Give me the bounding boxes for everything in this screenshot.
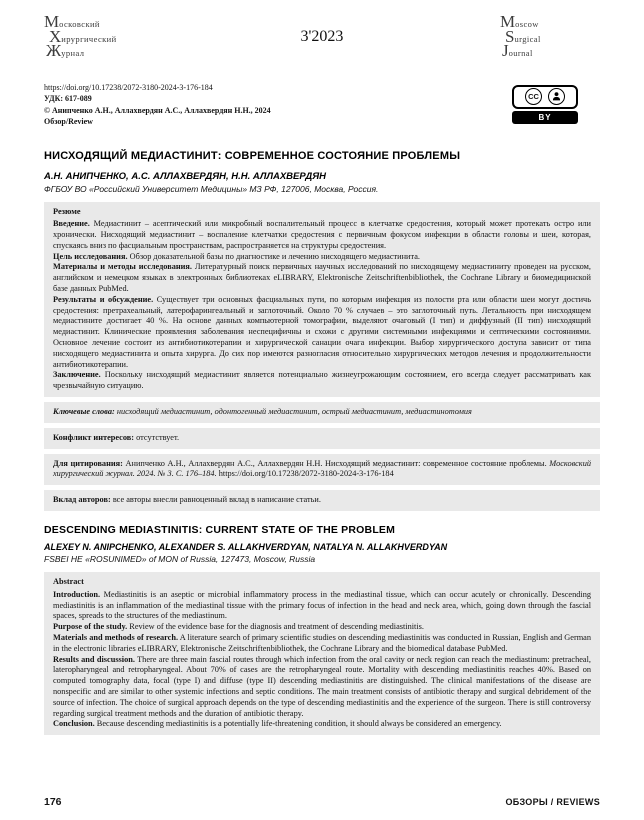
article-title-ru: НИСХОДЯЩИЙ МЕДИАСТИНИТ: СОВРЕМЕННОЕ СОСТОЯНИЕ ПРОБЛЕМЫ <box>44 149 461 162</box>
citation-text: Анипченко А.Н., Аллахвердян А.С., Аллахвердян Н.Н. Нисходящий медиастинит: современное состояние проблемы. <box>125 458 547 468</box>
logo-text: ournal <box>508 48 533 58</box>
article-title-en: DESCENDING MEDIASTINITIS: CURRENT STATE OF THE PROBLEM <box>44 524 396 537</box>
logo-initial: Х <box>49 26 62 46</box>
article-type-label: Обзор/Review <box>44 117 93 126</box>
conflict-text: отсутствует. <box>136 432 180 442</box>
abstract-heading-en: Abstract <box>53 577 84 587</box>
paragraph-lead: Materials and methods of research. <box>53 633 179 643</box>
paragraph-lead: Введение. <box>53 219 90 229</box>
affiliation-en: FSBEI HE «ROSUNIMED» of MON of Russia, 127473, Moscow, Russia <box>44 554 316 565</box>
keywords-ru <box>44 402 600 423</box>
abstract-paragraph: Purpose of the study. Review of the evidence base for the diagnosis and treatment of descending mediastinitis. <box>53 622 424 632</box>
cc-by-plate <box>512 111 578 124</box>
cc-icon: CC <box>525 88 542 105</box>
abstract-paragraph: Conclusion. Because descending mediastinitis is a potentially life-threatening condition, it should always be considered an emergency. <box>53 719 502 729</box>
paragraph-lead: Материалы и методы исследования. <box>53 262 192 272</box>
abstract-en <box>44 572 600 735</box>
conflict-of-interest <box>44 428 600 449</box>
paragraph-lead: Цель исследования. <box>53 251 128 261</box>
authors-ru: А.Н. АНИПЧЕНКО, А.С. АЛЛАХВЕРДЯН, Н.Н. АЛЛАХВЕРДЯН <box>44 170 326 182</box>
logo-initial: Ж <box>46 41 62 60</box>
abstract-paragraph: Цель исследования. Обзор доказательной базы по диагностике и лечению нисходящего медиастинита. <box>53 251 420 261</box>
abstract-paragraphs-en <box>53 590 591 730</box>
logo-text: ирургический <box>61 33 117 44</box>
udk-number: УДК: 617-089 <box>44 94 92 103</box>
logo-ru-line2 <box>49 26 214 46</box>
affiliation-ru: ФГБОУ ВО «Российский Университет Медицины» МЗ РФ, 127006, Москва, Россия. <box>44 183 379 194</box>
abstract-ru <box>44 202 600 398</box>
paragraph-lead: Introduction. <box>53 589 101 599</box>
logo-text: oscow <box>515 19 539 29</box>
paragraph-lead: Purpose of the study. <box>53 622 128 632</box>
author-contribution <box>44 490 600 511</box>
meta-block <box>44 82 512 128</box>
cc-by-label: BY <box>538 112 552 122</box>
logo-text: urgical <box>514 33 541 44</box>
citation-journal: Московский хирургический журнал. 2024. № 3. С. 176–184. <box>53 458 591 479</box>
cc-logo <box>512 85 578 109</box>
abstract-paragraphs-ru <box>53 219 591 392</box>
paragraph-lead: Conclusion. <box>53 719 95 729</box>
citation-doi-link[interactable]: https://doi.org/10.17238/2072-3180-2024-3-176-184 <box>218 469 394 479</box>
authors-en: ALEXEY N. ANIPCHENKO, ALEXANDER S. ALLAKHVERDYAN, NATALYA N. ALLAKHVERDYAN <box>44 542 448 553</box>
keywords-text: нисходящий медиастинит, одонтогенный медиастинит, острый медиастинит, медиастинотомия <box>116 407 472 417</box>
keywords-label: Ключевые слова: <box>53 407 115 417</box>
page-footer <box>44 796 600 808</box>
masthead <box>44 12 600 60</box>
contribution-text: все авторы внесли равноценный вклад в написание статьи. <box>112 495 321 505</box>
abstract-paragraph: Введение. Медиастинит – асептический или микробный воспалительный процесс в клетчатке средостения, который может протекать остро или хронически. Нисходящий медиастинит – воспаление клетчатки средостения с первичным фокусом инфекции в области головы и шеи, которая, спускаясь вниз по фасциальным пространствам, распространяется на структуры средостения. <box>53 219 591 250</box>
abstract-paragraph: Результаты и обсуждение. Существует три основных фасциальных пути, по которым инфекция из полости рта или области шеи могут достичь средостения: претрахеальный, латерофарингеальный и заглоточный. Около 70 % случаев – это заглоточный путь. Летальность при нисходящем медиастините достигает 40 %. На основе данных компьютерной томографии, выделяют очаговый (I тип) и диффузный (II тип) нисходящий медиастинит. Клинические проявления заболевания неспецифичны и схожи с другими системными инфекциями и септическими состояниями. Основное лечение состоит из антибиотикотерапии и хирургической санации очага инфекции. Выбор хирургического доступа зависит от типа нисходящего медиастинита и опыта хирурга. До сих пор имеются разногласия относительно хирургических методов лечения и продолжительности антибиотикотерапии. <box>53 294 591 369</box>
journal-logo-en <box>430 12 600 60</box>
logo-text: осковский <box>59 19 100 29</box>
abstract-paragraph: Материалы и методы исследования. Литературный поиск первичных научных исследований по нисходящему медиастиниту проведен на русском, английском и немецком языках в электронных библиотеках eLIBRARY, Elektronische Zeitschriftenbibliothek, the Cochrane Library и биомедицинской базе данных PubMed. <box>53 262 591 294</box>
contribution-label: Вклад авторов: <box>53 495 111 505</box>
citation-block <box>44 454 600 486</box>
cc-license-badge <box>512 85 578 124</box>
citation-label: Для цитирования: <box>53 458 123 468</box>
paragraph-lead: Результаты и обсуждение. <box>53 294 154 304</box>
abstract-paragraph: Materials and methods of research. A literature search of primary scientific studies on descending mediastinitis was conducted in Russian, English and German in the electronic libraries eLIBRARY, Elektronische Zeitschriftenbibliothek, the Cochrane Library and the biomedical database PubMed. <box>53 633 592 653</box>
logo-initial: М <box>44 12 60 31</box>
footer-section-label: ОБЗОРЫ / REVIEWS <box>505 797 600 807</box>
logo-en-line2 <box>505 26 600 46</box>
issue-number: 3'2023 <box>300 28 344 45</box>
logo-ru-line3 <box>46 41 214 60</box>
person-icon <box>548 88 565 105</box>
doi-link[interactable]: https://doi.org/10.17238/2072-3180-2024-3-176-184 <box>44 82 213 92</box>
abstract-paragraph: Results and discussion. There are three main fascial routes through which infection from the oral cavity or neck region can reach the mediastinum: pretracheal, lateropharyngeal and retropharyngeal. About 70% of cases are the retropharyngeal route. Mortality with descending mediastinitis reaches 40%. Based on computed tomography data, focal (type I) and diffuse (type II) descending mediastinitis are distinguished. The clinical manifestations of the disease are nonspecific and are similar to other systemic infections and septic conditions. The main treatment consists of antibiotic therapy and surgical debridement of the source of infection. The choice of surgical approach depends on the type of descending mediastinitis and the experience of the surgeon. There is still controversy regarding surgical treatment methods and the duration of antibiotic therapy. <box>53 654 591 718</box>
logo-initial: S <box>505 26 515 46</box>
logo-text: урнал <box>61 48 85 58</box>
logo-en-line3 <box>502 41 600 60</box>
logo-initial: M <box>500 12 516 31</box>
conflict-label: Конфликт интересов: <box>53 432 135 442</box>
logo-en-line1 <box>500 12 600 31</box>
abstract-heading-ru: Резюме <box>53 206 81 216</box>
abstract-paragraph: Introduction. Mediastinitis is an aseptic or microbial inflammatory process in the mediastinal tissue, which can occur acutely or chronically. Descending mediastinitis is an inflammation of the mediastinal tissue with the primary focus of infection in the head and neck area, which, going down through the fascial spaces, spreads to the structures of the mediastinum. <box>53 589 591 621</box>
copyright-line: © Анипченко А.Н., Аллахвердян А.С., Аллахвердян Н.Н., 2024 <box>44 105 271 115</box>
abstract-paragraph: Заключение. Поскольку нисходящий медиастинит является потенциально жизнеугрожающим состоянием, его всегда следует рассматривать как чрезвычайную ситуацию. <box>53 370 591 391</box>
paragraph-lead: Заключение. <box>53 370 101 380</box>
paragraph-lead: Results and discussion. <box>53 654 135 664</box>
logo-initial: J <box>502 41 509 60</box>
page-number: 176 <box>44 796 62 808</box>
journal-logo-ru <box>44 12 214 60</box>
meta-row <box>44 82 600 128</box>
logo-ru-line1 <box>44 12 214 31</box>
